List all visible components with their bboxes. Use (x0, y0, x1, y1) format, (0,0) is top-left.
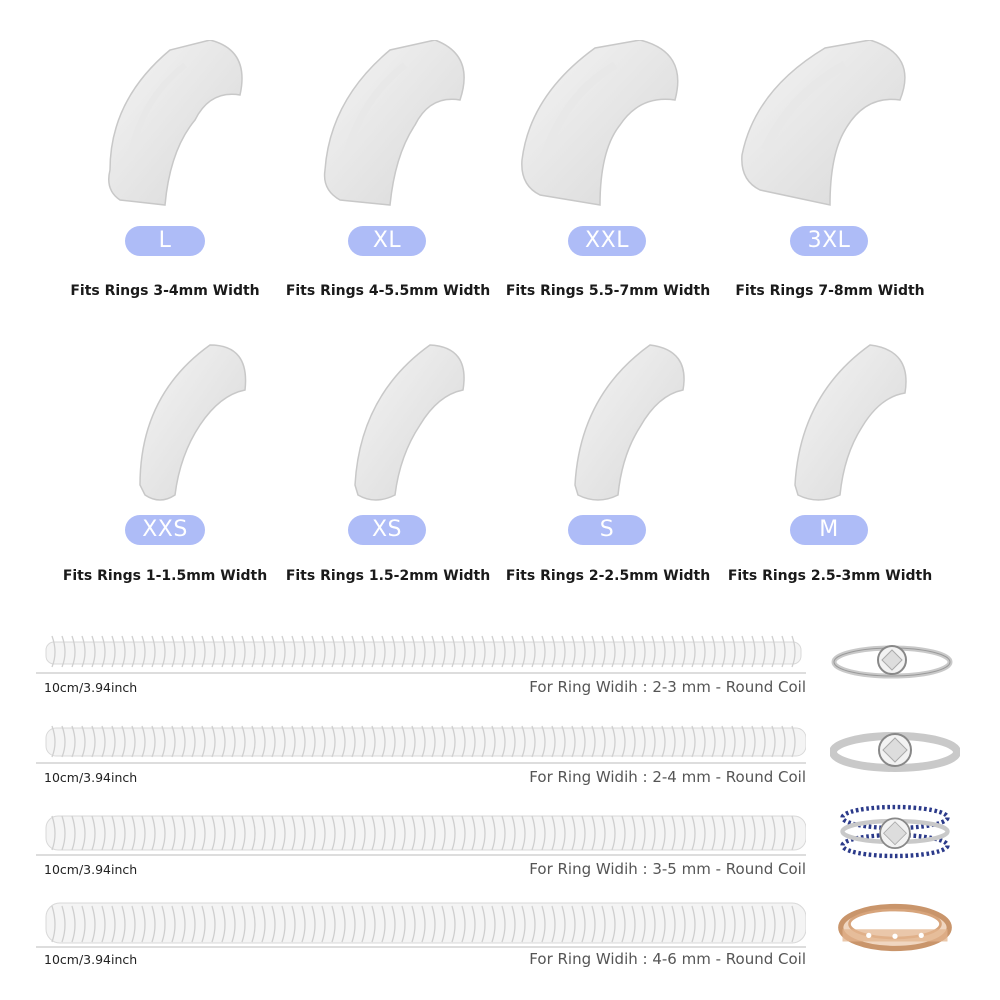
rose-gold-band-image (830, 896, 960, 966)
size-badge: L (125, 226, 205, 256)
size-badge: M (790, 515, 868, 545)
adjuster-card (500, 40, 720, 330)
coil-row (36, 810, 806, 880)
coil-spec: For Ring Widih : 3-5 mm - Round Coil (529, 860, 806, 878)
spiral-coil-image (36, 630, 806, 675)
size-badge: XXS (125, 515, 205, 545)
fit-label: Fits Rings 7-8mm Width (735, 283, 925, 299)
coil-row (36, 900, 806, 970)
adjuster-card (60, 335, 280, 625)
ring-adjuster-image (760, 335, 910, 505)
coil-length: 10cm/3.94inch (44, 862, 138, 877)
fit-label: Fits Rings 5.5-7mm Width (505, 283, 711, 299)
ring-adjuster-image (740, 40, 920, 210)
coil-row (36, 720, 806, 790)
ring-adjuster-image (520, 40, 690, 210)
fit-label: Fits Rings 4-5.5mm Width (285, 283, 491, 299)
fit-label: Fits Rings 1-1.5mm Width (62, 568, 268, 584)
solitaire-ring-image (830, 630, 960, 700)
ring-adjuster-image (320, 335, 470, 505)
spiral-coil-image (36, 810, 806, 858)
adjuster-card (500, 335, 720, 625)
sapphire-ring-set-image (830, 800, 960, 870)
spiral-coil-image (36, 900, 806, 950)
ring-adjuster-image (320, 40, 470, 210)
adjuster-card (720, 335, 940, 625)
coil-spec: For Ring Widih : 2-4 mm - Round Coil (529, 768, 806, 786)
size-badge: 3XL (790, 226, 868, 256)
spiral-coil-image (36, 720, 806, 765)
coil-length: 10cm/3.94inch (44, 770, 138, 785)
adjuster-card (60, 40, 280, 330)
ring-adjuster-image (100, 335, 250, 505)
fit-label: Fits Rings 3-4mm Width (70, 283, 260, 299)
coil-row (36, 630, 806, 700)
coil-length: 10cm/3.94inch (44, 952, 138, 967)
coil-length: 10cm/3.94inch (44, 680, 138, 695)
fit-label: Fits Rings 1.5-2mm Width (285, 568, 491, 584)
adjuster-card (720, 40, 940, 330)
fit-label: Fits Rings 2.5-3mm Width (727, 568, 933, 584)
fit-label: Fits Rings 2-2.5mm Width (505, 568, 711, 584)
solitaire-ring-image (830, 722, 960, 792)
size-badge: XS (348, 515, 426, 545)
size-badge: S (568, 515, 646, 545)
coil-spec: For Ring Widih : 4-6 mm - Round Coil (529, 950, 806, 968)
ring-adjuster-image (540, 335, 690, 505)
size-badge: XXL (568, 226, 646, 256)
size-badge: XL (348, 226, 426, 256)
ring-adjuster-image (100, 40, 250, 210)
adjuster-card (280, 335, 500, 625)
coil-spec: For Ring Widih : 2-3 mm - Round Coil (529, 678, 806, 696)
adjuster-card (280, 40, 500, 330)
